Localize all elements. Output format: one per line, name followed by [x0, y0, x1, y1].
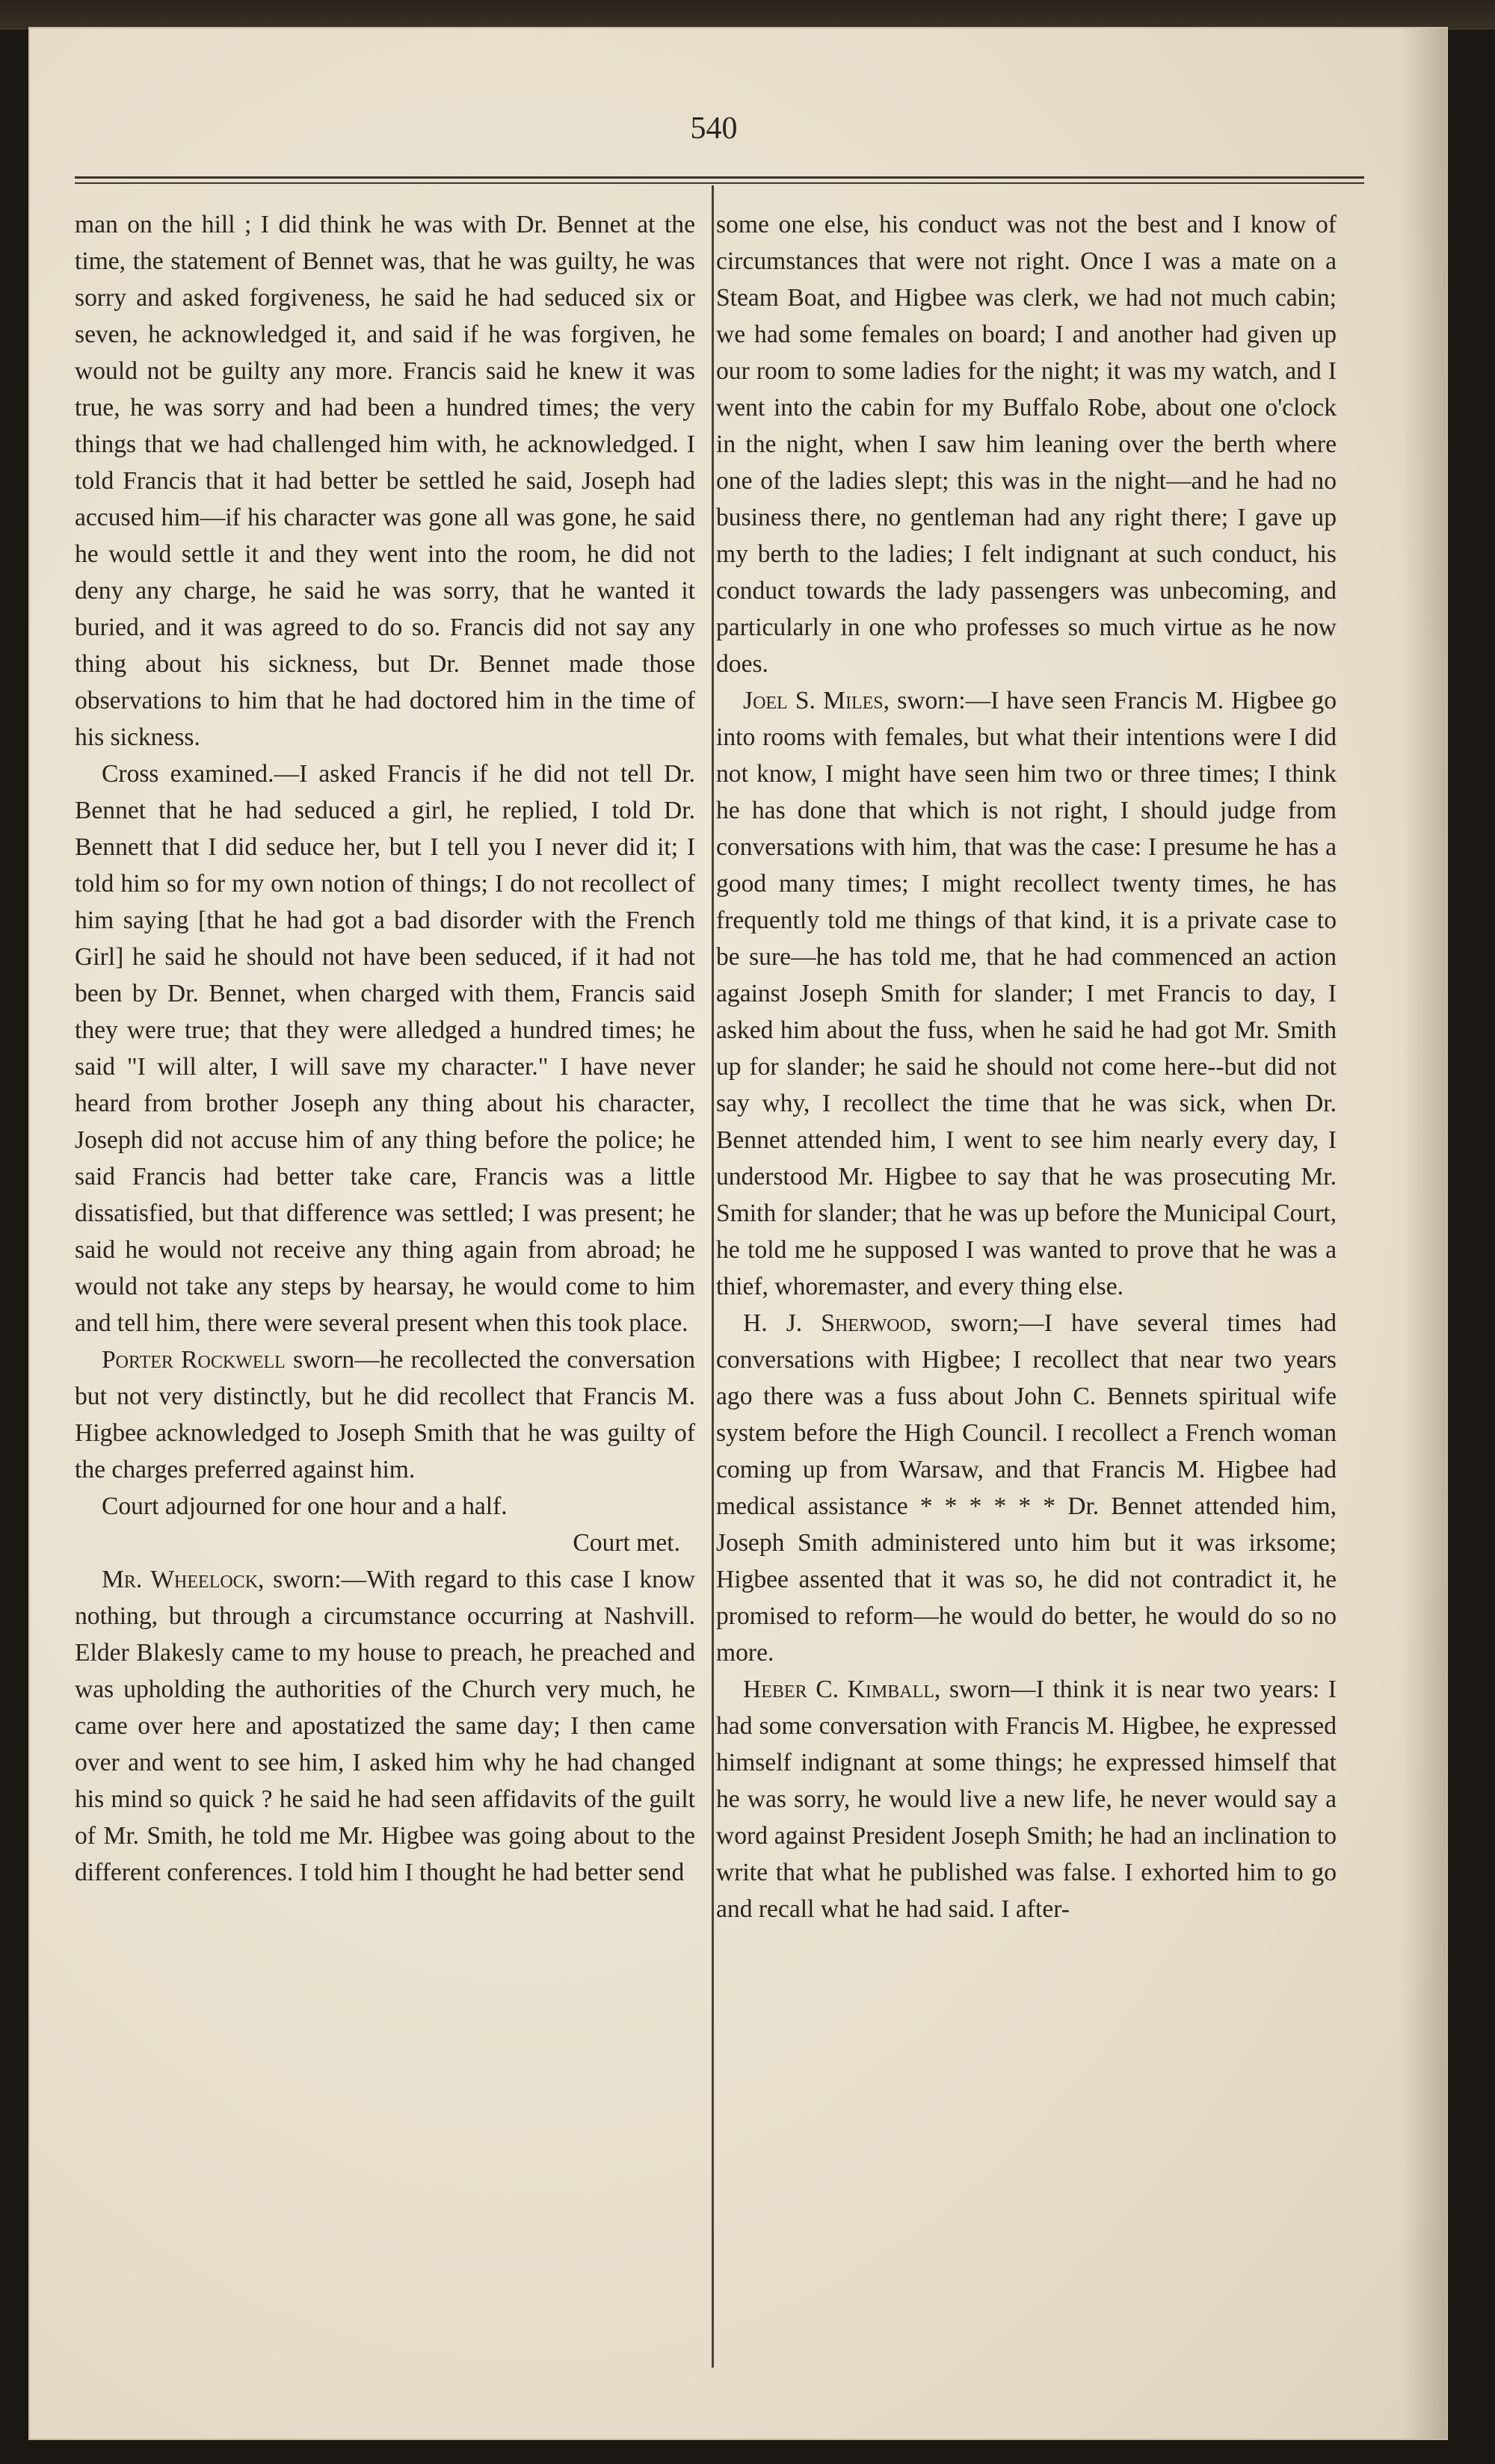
page-number: 540	[690, 111, 738, 146]
left-paragraph-1: man on the hill ; I did think he was with Dr. Bennet at the time, the statement of Bennet was, that he was guilty, he was sorry and asked forgiveness, he said he had seduced six or seven, he acknowledged it, and said if he was forgiven, he would not be guilty any more. Francis said he knew it was true, he was sorry and had been a hundred times; the very things that we had challenged him with, he acknowledged. I told Francis that it had better be settled he said, Joseph had accused him—if his character was gone all was gone, he said he would settle it and they went into the room, he did not deny any charge, he said he was sorry, that he wanted it buried, and it was agreed to do so. Francis did not say any thing about his sickness, but Dr. Bennet made those observations to him that he had doctored him in the time of his sickness.	[75, 211, 695, 751]
left-paragraph-cross-examined: Cross examined.—I asked Francis if he did not tell Dr. Bennet that he had seduced a girl, he replied, I told Dr. Bennett that I did seduce her, but I tell you I never did it; I told him so for my own notion of things; I do not recollect of him saying [that he had got a bad disorder with the French Girl] he said he should not have been seduced, if it had not been by Dr. Bennet, when charged with them, Francis said they were true; that they were alledged a hundred times; he said "I will alter, I will save my character." I have never heard from brother Joseph any thing about his character, Joseph did not accuse him of any thing before the police; he said Francis had better take care, Francis was a little dissatisfied, but that difference was settled; I was present; he said he would not receive any thing again from abroad; he would not take any steps by hearsay, he would come to him and tell him, there were several present when this took place.	[75, 760, 695, 1337]
column-divider	[712, 185, 714, 2368]
witness-name-rockwell: Porter Rockwell	[102, 1346, 286, 1374]
right-column	[716, 206, 1337, 1927]
witness-name-kimball: Heber C. Kimball,	[743, 1676, 941, 1703]
page-gutter-shadow	[1402, 28, 1446, 2439]
right-paragraph-sherwood	[716, 1305, 1337, 1671]
book-top-edge	[0, 0, 1495, 30]
court-met: Court met.	[573, 1529, 680, 1557]
header-rule-thick	[75, 176, 1364, 179]
rockwell-testimony: sworn—he recollected the conversation but not very distinctly, but he did recollect that Francis M. Higbee acknowledged to Joseph Smith that he was guilty of the charges preferred against him.	[75, 1346, 695, 1483]
book-page	[30, 28, 1446, 2439]
header-rule-thin	[75, 182, 1364, 184]
right-paragraph-miles	[716, 682, 1337, 1305]
kimball-testimony: sworn—I think it is near two years: I had some conversation with Francis M. Higbee, he expressed himself indignant at some things; he expressed himself that he was sorry, he would live a new life, he never would say a word against President Joseph Smith; he had an inclination to write that what he published was false. I exhorted him to go and recall what he had said. I after-	[716, 1676, 1337, 1923]
wheelock-testimony: sworn:—With regard to this case I know nothing, but through a circumstance occurring at Nashvill. Elder Blakesly came to my house to preach, he preached and was upholding the authorities of the Church very much, he came over here and apostatized the same day; I then came over and went to see him, I asked him why he had changed his mind so quick ? he said he had seen affidavits of the guilt of Mr. Smith, he told me Mr. Higbee was going about to the different conferences. I told him I thought he had better send	[75, 1566, 695, 1886]
witness-name-miles: Joel S. Miles,	[743, 687, 890, 714]
sherwood-testimony: sworn;—I have several times had conversations with Higbee; I recollect that near two years ago there was a fuss about John C. Bennets spiritual wife system before the High Council. I recollect a French woman coming up from Warsaw, and that Francis M. Higbee had medical assistance * * * * * * Dr. Bennet attended him, Joseph Smith administered unto him but it was irksome; Higbee assented that it was so, he did not contradict it, he promised to reform—he would do better, he would do so no more.	[716, 1309, 1337, 1667]
left-paragraph-wheelock	[75, 1561, 695, 1891]
right-paragraph-1: some one else, his conduct was not the best and I know of circumstances that were not right. Once I was a mate on a Steam Boat, and Higbee was clerk, we had not much cabin; we had some females on board; I and another had given up our room to some ladies for the night; it was my watch, and I went into the cabin for my Buffalo Robe, about one o'clock in the night, when I saw him leaning over the berth where one of the ladies slept; this was in the night—and he had no business there, no gentleman had any right there; I gave up my berth to the ladies; I felt indignant at such conduct, his conduct towards the lady passengers was unbecoming, and particularly in one who professes so much virtue as he now does.	[716, 211, 1337, 678]
miles-testimony: sworn:—I have seen Francis M. Higbee go into rooms with females, but what their intentions were I did not know, I might have seen him two or three times; I think he has done that which is not right, I should judge from conversations with him, that was the case: I presume he has a good many times; I might recollect twenty times, he has frequently told me things of that kind, it is a private case to be sure—he has told me, that he had commenced an action against Joseph Smith for slander; I met Francis to day, I asked him about the fuss, when he said he had got Mr. Smith up for slander; he said he should not come here--but did not say why, I recollect the time that he was sick, when Dr. Bennet attended him, I went to see him nearly every day, I understood Mr. Higbee to say that he was prosecuting Mr. Smith for slander; that he was up before the Municipal Court, he told me he supposed I was wanted to prove that he was a thief, whoremaster, and every thing else.	[716, 687, 1337, 1300]
court-adjourned: Court adjourned for one hour and a half.	[102, 1492, 508, 1520]
left-column	[75, 206, 695, 1891]
right-paragraph-kimball	[716, 1671, 1337, 1927]
witness-name-wheelock: Mr. Wheelock,	[102, 1566, 265, 1593]
witness-name-sherwood: H. J. Sherwood,	[743, 1309, 932, 1337]
left-paragraph-rockwell	[75, 1341, 695, 1488]
